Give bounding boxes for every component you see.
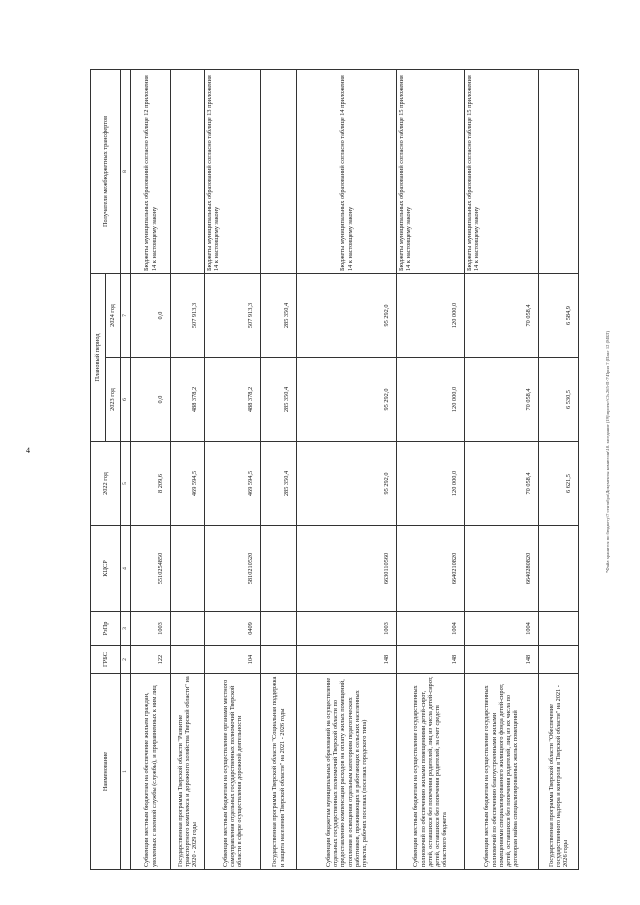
row-kcsr: 6640210820: [397, 526, 465, 612]
row-2024: 120 000,0: [397, 273, 465, 357]
header-2022: 2022 год: [91, 442, 121, 526]
row-2022: 8 209,6: [131, 442, 171, 526]
column-index: 4: [121, 526, 131, 612]
row-kcsr: 5810210520: [205, 526, 261, 612]
row-2024: 0,0: [131, 273, 171, 357]
row-2024: 70 058,4: [465, 273, 539, 357]
row-name: Субвенции местным бюджетам на обеспечение жильем граждан, уволенных с военной службы (службы), и приравненных к ним лиц: [131, 674, 171, 870]
row-rzpr: 1004: [465, 612, 539, 646]
column-index: 1: [121, 674, 131, 870]
table-row: [297, 69, 397, 869]
row-2024: 507 913,3: [205, 273, 261, 357]
row-grbs: 148: [397, 646, 465, 674]
column-index: 5: [121, 442, 131, 526]
row-kcsr: [171, 526, 205, 612]
row-2023: 120 000,0: [397, 358, 465, 442]
row-kcsr: 6630110560: [297, 526, 397, 612]
row-grbs: [171, 646, 205, 674]
row-grbs: 104: [205, 646, 261, 674]
row-name: Субвенции местным бюджетам на осуществление государственных полномочий по обеспечению благоустроенными жилыми помещениями специализированного жилищного фонда детей-сирот, детей, оставшихся без попечения родителей, лиц из их числа по договорам найма специализированных жилых помещений: [465, 674, 539, 870]
file-path-footer: *Файл хранится по бюджету\7 сентября\Документы комиссии\18. заседание (19)\проект\Ch.265-П-7\Прил 7 (Пакт 12 (МБТ): [605, 330, 610, 574]
row-rzpr: [539, 612, 579, 646]
row-rzpr: [171, 612, 205, 646]
row-2024: 6 584,9: [539, 273, 579, 357]
row-name: Субвенции местным бюджетам на осуществление государственных полномочий по обеспечению жилыми помещениями детей-сирот, детей, оставшихся без попечения родителей, лиц из числа детей-сирот, детей, оставшихся без попечения родителей, за счет средств областного бюджета: [397, 674, 465, 870]
table-row: [465, 69, 539, 869]
row-2023: 6 530,5: [539, 358, 579, 442]
row-2024: 285 350,4: [261, 273, 297, 357]
row-2022: 70 058,4: [465, 442, 539, 526]
row-name: Государственная программа Тверской области "Развитие транспортного комплекса и дорожного хозяйства Тверской области" на 2020 - 2029 годы: [171, 674, 205, 870]
row-rzpr: 1004: [397, 612, 465, 646]
column-index: 6: [121, 358, 131, 442]
row-grbs: [261, 646, 297, 674]
row-kcsr: [539, 526, 579, 612]
row-grbs: [539, 646, 579, 674]
row-2022: 285 350,4: [261, 442, 297, 526]
header-kcsr: КЦСР: [91, 526, 121, 612]
table-row: [171, 69, 205, 869]
column-index: 2: [121, 646, 131, 674]
row-grbs: 122: [131, 646, 171, 674]
row-recipient: [261, 69, 297, 273]
row-2022: 120 000,0: [397, 442, 465, 526]
row-name: Субвенции местным бюджетам на осуществление органами местного самоуправления отдельных государственных полномочий Тверской области в сфере осуществления дорожной деятельности: [205, 674, 261, 870]
row-rzpr: [261, 612, 297, 646]
row-2023: 488 378,2: [171, 358, 205, 442]
header-2024: 2024 год: [106, 273, 121, 357]
table-row: [261, 69, 297, 869]
row-kcsr: 6640280820: [465, 526, 539, 612]
header-2023: 2023 год: [106, 358, 121, 442]
header-recipients: Получатели межбюджетных трансфертов: [91, 69, 121, 273]
header-name: Наименование: [91, 674, 121, 870]
column-index: 7: [121, 273, 131, 357]
row-recipient: Бюджеты муниципальных образований согласно таблице 13 приложения 14 к настоящему закону: [205, 69, 261, 273]
row-name: Субвенции бюджетам муниципальных образований на осуществление отдельных государственных полномочий Тверской области по предоставлению компенсации расходов на оплату жилых помещений, отопления и освещения отдельным категориям педагогических работников, проживающих и работающих в сельских населенных пунктах, рабочих поселках (поселках городского типа): [297, 674, 397, 870]
column-index: 3: [121, 612, 131, 646]
row-name: Государственная программа Тверской области "Обеспечение государственного надзора и контроля в Тверской области" на 2021 - 2026 годы: [539, 674, 579, 870]
row-grbs: 148: [297, 646, 397, 674]
column-index: 8: [121, 69, 131, 273]
page-number: 4: [26, 446, 30, 455]
row-2022: 6 621,5: [539, 442, 579, 526]
row-grbs: 148: [465, 646, 539, 674]
row-recipient: Бюджеты муниципальных образований согласно таблице 15 приложения 14 к настоящему закону: [397, 69, 465, 273]
rotated-table-container: [90, 70, 572, 870]
row-kcsr: [261, 526, 297, 612]
row-2024: 95 292,0: [297, 273, 397, 357]
row-name: Государственная программа Тверской области "Социальная поддержка и защита населения Тверской области" на 2021 - 2026 годы: [261, 674, 297, 870]
row-recipient: Бюджеты муниципальных образований согласно таблице 15 приложения 14 к настоящему закону: [465, 69, 539, 273]
table-row: [131, 69, 171, 869]
row-2022: 469 594,5: [205, 442, 261, 526]
row-rzpr: 0409: [205, 612, 261, 646]
row-recipient: [539, 69, 579, 273]
row-2022: 469 594,5: [171, 442, 205, 526]
header-grbs: ГРБС: [91, 646, 121, 674]
row-rzpr: 1003: [131, 612, 171, 646]
header-plan-period: Плановый период: [91, 273, 106, 441]
row-recipient: Бюджеты муниципальных образований согласно таблице 12 приложения 14 к настоящему закону: [131, 69, 171, 273]
row-2024: 507 913,3: [171, 273, 205, 357]
row-2023: 488 378,2: [205, 358, 261, 442]
row-2023: 285 350,4: [261, 358, 297, 442]
row-recipient: [171, 69, 205, 273]
row-kcsr: 5510254850: [131, 526, 171, 612]
row-recipient: Бюджеты муниципальных образований согласно таблице 14 приложения 14 к настоящему закону: [297, 69, 397, 273]
row-2023: 95 292,0: [297, 358, 397, 442]
row-rzpr: 1003: [297, 612, 397, 646]
table-row: [205, 69, 261, 869]
row-2022: 95 292,0: [297, 442, 397, 526]
header-rzpr: РзПр: [91, 612, 121, 646]
row-2023: 70 058,4: [465, 358, 539, 442]
transfers-table: [90, 69, 579, 870]
table-row: [539, 69, 579, 869]
row-2023: 0,0: [131, 358, 171, 442]
table-row: [397, 69, 465, 869]
